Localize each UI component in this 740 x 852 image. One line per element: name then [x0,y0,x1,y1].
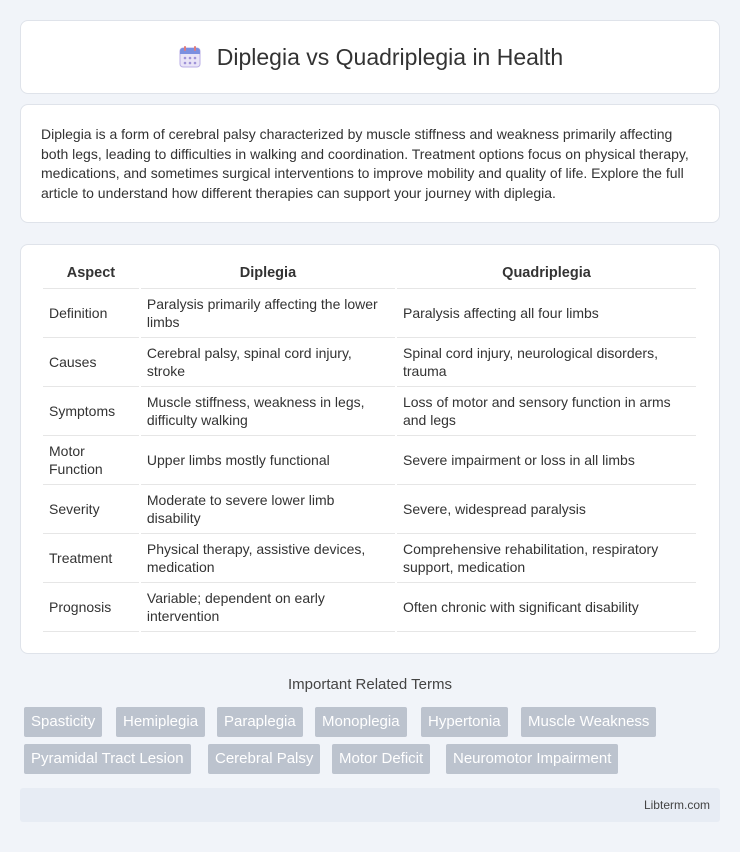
table-row [43,583,696,632]
tag-spasticity[interactable]: Spasticity [24,707,102,737]
cell-quadriplegia: Severe, widespread paralysis [397,485,696,534]
title-card [20,20,720,94]
intro-text: Diplegia is a form of cerebral palsy characterized by muscle stiffness and weakness primarily affecting both legs, leading to difficulties in walking and coordination. Treatment options focus on physical therapy, medications, and sometimes surgical interventions to improve mobility and quality of life. Explore the full article to understand how different therapies can support your journey with diplegia. [41,126,689,201]
header-diplegia: Diplegia [141,265,395,289]
tag-neuromotor-impairment[interactable]: Neuromotor Impairment [446,744,618,774]
cell-quadriplegia: Spinal cord injury, neurological disorders, trauma [397,338,696,387]
table-row [43,289,696,338]
cell-diplegia: Cerebral palsy, spinal cord injury, stroke [141,338,395,387]
cell-aspect: Severity [43,485,139,534]
tag-pyramidal-tract-lesion[interactable]: Pyramidal Tract Lesion [24,744,191,774]
related-terms-title: Important Related Terms [288,676,452,693]
page-title: Diplegia vs Quadriplegia in Health [216,43,564,70]
cell-aspect: Definition [43,289,139,338]
cell-aspect: Motor Function [43,436,139,485]
cell-aspect: Prognosis [43,583,139,632]
cell-quadriplegia: Often chronic with significant disability [397,583,696,632]
table-row [43,485,696,534]
calendar-icon [177,44,203,70]
cell-quadriplegia: Severe impairment or loss in all limbs [397,436,696,485]
table-row [43,338,696,387]
header-quadriplegia: Quadriplegia [397,265,696,289]
footer [20,788,720,822]
cell-diplegia: Muscle stiffness, weakness in legs, difficulty walking [141,387,395,436]
comparison-table [41,265,698,632]
cell-quadriplegia: Comprehensive rehabilitation, respiratory support, medication [397,534,696,583]
footer-link[interactable]: Libterm.com [643,798,710,812]
table-row [43,387,696,436]
tag-hemiplegia[interactable]: Hemiplegia [116,707,205,737]
cell-diplegia: Upper limbs mostly functional [141,436,395,485]
tag-monoplegia[interactable]: Monoplegia [315,707,407,737]
tag-cerebral-palsy[interactable]: Cerebral Palsy [208,744,320,774]
cell-diplegia: Variable; dependent on early intervention [141,583,395,632]
table-row [43,534,696,583]
cell-aspect: Treatment [43,534,139,583]
tag-hypertonia[interactable]: Hypertonia [421,707,508,737]
cell-aspect: Symptoms [43,387,139,436]
table-header-row [43,265,696,289]
cell-quadriplegia: Paralysis affecting all four limbs [397,289,696,338]
table-row [43,436,696,485]
cell-aspect: Causes [43,338,139,387]
intro-card [20,104,720,223]
cell-diplegia: Paralysis primarily affecting the lower limbs [141,289,395,338]
comparison-table-card [20,244,720,654]
tag-muscle-weakness[interactable]: Muscle Weakness [521,707,656,737]
tag-paraplegia[interactable]: Paraplegia [217,707,303,737]
cell-diplegia: Moderate to severe lower limb disability [141,485,395,534]
cell-diplegia: Physical therapy, assistive devices, medication [141,534,395,583]
tag-motor-deficit[interactable]: Motor Deficit [332,744,430,774]
header-aspect: Aspect [43,265,139,289]
cell-quadriplegia: Loss of motor and sensory function in arms and legs [397,387,696,436]
